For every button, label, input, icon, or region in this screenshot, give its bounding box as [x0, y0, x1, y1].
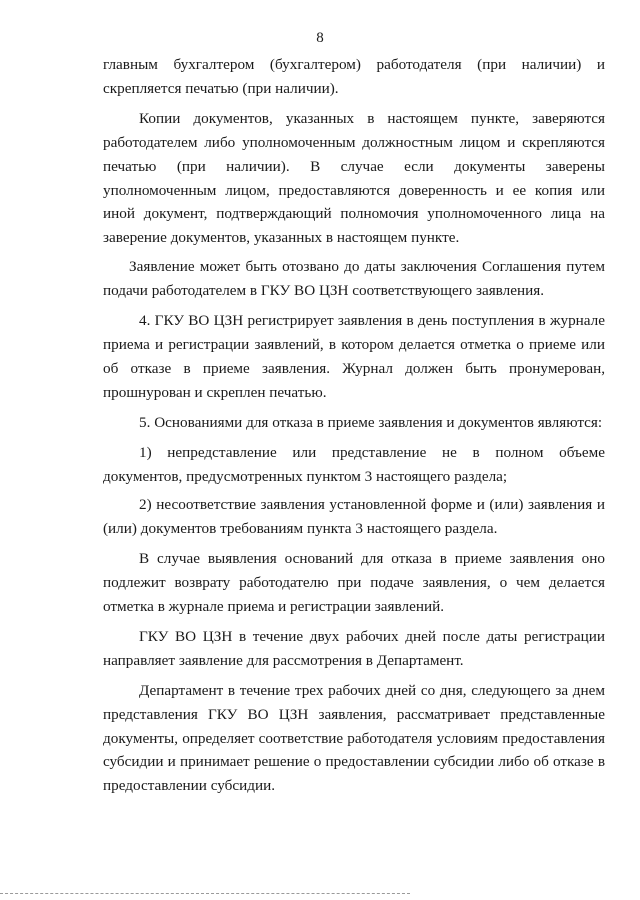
document-body — [103, 53, 605, 798]
list-item: 1) непредставление или представление не в полном объеме документов, предусмотренных пунктом 3 настоящего раздела; — [103, 443, 605, 485]
paragraph: В случае выявления оснований для отказа в приеме заявления оно подлежит возврату работодателю при подаче заявления, о чем делается отметка в журнале приема и регистрации заявлений. — [103, 550, 605, 616]
paragraph: Департамент в течение трех рабочих дней со дня, следующего за днем представления ГКУ ВО ЦЗН заявления, рассматривает представленные документы, определяет соответствие работодателя условиям предоставления субсидии и принимает решение о предоставлении субсидии либо об отказе в предоставлении субсидии. — [103, 681, 605, 795]
paragraph: 4. ГКУ ВО ЦЗН регистрирует заявления в день поступления в журнале приема и регистрации заявлений, в котором делается отметка о приеме или об отказе в приеме заявления. Журнал должен быть пронумерован, прошнурован и скреплен печатью. — [103, 312, 605, 401]
paragraph: Копии документов, указанных в настоящем пункте, заверяются работодателем либо уполномоченным должностным лицом и скрепляются печатью (при наличии). В случае если документы заверены уполномоченным лицом, предоставляются доверенность и ее копия или иной документ, подтверждающий полномочия уполномоченного лица на заверение документов, указанных в настоящем пункте. — [103, 109, 605, 247]
paragraph: ГКУ ВО ЦЗН в течение двух рабочих дней после даты регистрации направляет заявление для рассмотрения в Департамент. — [103, 627, 605, 669]
paragraph: главным бухгалтером (бухгалтером) работодателя (при наличии) и скрепляется печатью (при наличии). — [103, 56, 605, 97]
paragraph: 5. Основаниями для отказа в приеме заявления и документов являются: — [139, 413, 603, 431]
list-item: 2) несоответствие заявления установленной форме и (или) заявления и (или) документов требованиям пункта 3 настоящего раздела. — [103, 496, 605, 538]
paragraph: Заявление может быть отозвано до даты заключения Соглашения путем подачи работодателем в ГКУ ВО ЦЗН соответствующего заявления. — [103, 258, 605, 300]
page-number: 8 — [316, 30, 324, 46]
page-bottom-rule — [0, 893, 410, 895]
